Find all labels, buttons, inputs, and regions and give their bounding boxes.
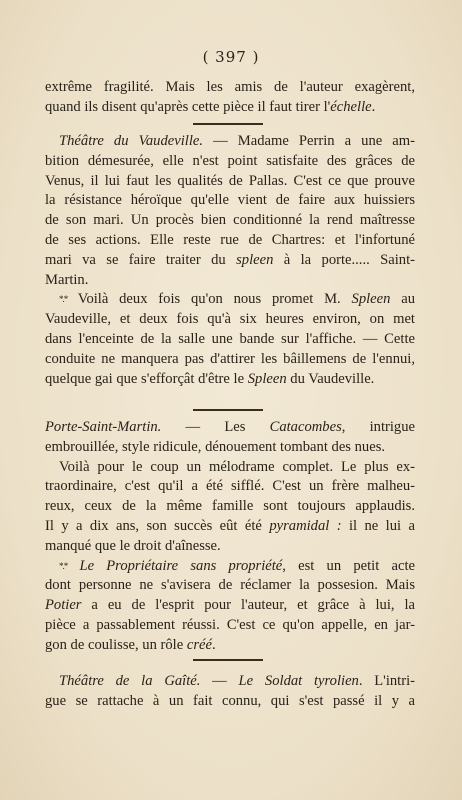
text-line: mari va se faire traiter du spleen à la porte..... Saint- [45,251,415,268]
text-line: Théâtre de la Gaîté. — Le Soldat tyrolien. L'intri- [59,673,415,689]
section-divider [193,658,263,661]
text-line: extrême fragilité. Mais les amis de l'auteur exagèrent, [45,79,415,95]
text-line: de ses actions. Elle reste rue de Chartres: et l'infortuné [45,231,415,248]
paragraph-continuation [45,78,415,118]
text-line: bition démesurée, elle n'est point satisfaite des grâces de [45,152,415,169]
text-line: Théâtre du Vaudeville. — Madame Perrin a une am- [59,133,415,149]
text-line: la résistance héroïque qu'elle vient de faire aux huissiers [45,192,415,209]
section-divider [193,122,263,125]
section-vaudeville [45,132,415,389]
text-line: Martin. [45,271,89,288]
text-line: Voilà pour le coup un mélodrame complet. Le plus ex- [59,458,415,475]
page-number: ( 397 ) [202,48,260,66]
section-heading: Théâtre de la Gaîté. [59,673,201,689]
text-line: Il y a dix ans, son succès eût été pyramidal : il ne lui a [45,517,415,534]
text-line: *.* Le Propriétaire sans propriété, est un petit acte [59,557,415,574]
text-line: traordinaire, c'est qu'il a été sifflé. C'est un frère malheu- [45,478,415,495]
text-line: dans l'enceinte de la salle une bande sur l'affiche. — Cette [45,330,415,347]
text-line: Porte-Saint-Martin. — Les Catacombes, intrigue [45,419,415,435]
text-line: dont personne ne s'avisera de réclamer la possesion. Mais [45,577,415,594]
text-line: quelque gai que s'efforçât d'être le Spleen du Vaudeville. [45,370,375,387]
text-line: quand ils disent qu'après cette pièce il faut tirer l'échelle. [45,98,376,115]
section-porte-saint-martin [45,418,415,656]
section-gaite [45,672,415,712]
asterism-icon: *.* [59,560,68,571]
asterism-icon: *.* [59,294,68,305]
text-line: de son mari. Un procès bien conditionné la rend maîtresse [45,212,415,229]
section-heading: Théâtre du Vaudeville. [59,133,204,149]
section-divider [193,408,263,411]
text-line: pièce a passablement réussi. C'est ce qu'on appelle, en jar- [45,616,415,633]
text-line: conduite ne manquera pas d'attirer les bâillemens de l'ennui, [45,350,415,367]
text-line: Venus, il lui faut les qualités de Pallas. C'est ce que prouve [45,172,415,189]
text-line: gon de coulisse, un rôle créé. [45,636,216,653]
section-heading: Porte-Saint-Martin. [45,419,162,435]
text-line: embrouillée, style ridicule, dénouement tombant des nues. [45,438,386,455]
text-line: reux, ceux de la même famille sont toujours applaudis. [45,498,415,515]
text-line: Potier a eu de l'esprit pour l'auteur, et grâce à lui, la [45,597,415,614]
text-line: gue se rattache à un fait connu, qui s'est passé il y a [45,692,415,709]
text-line: manqué que le droit d'aînesse. [45,537,221,554]
text-line: *.* Voilà deux fois qu'on nous promet M. Spleen au [59,291,415,308]
text-line: Vaudeville, et deux fois qu'à six heures environ, on met [45,311,415,328]
